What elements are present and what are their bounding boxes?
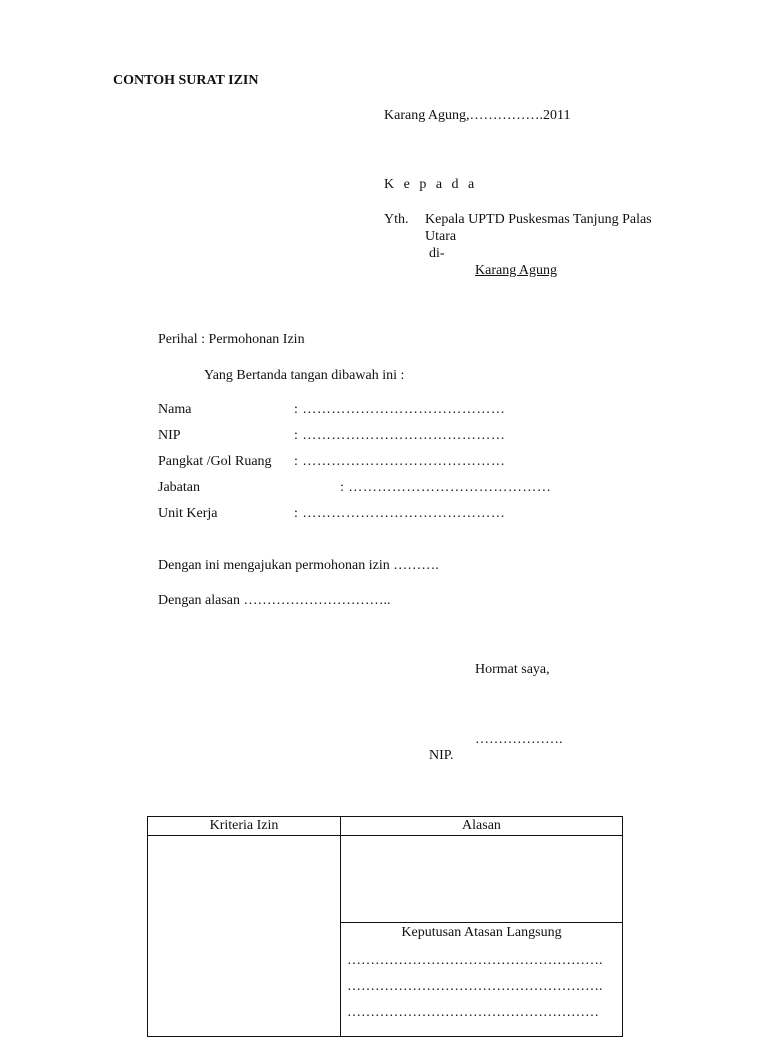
reason-line: Dengan alasan ………………………….. <box>158 593 391 608</box>
decision-cell <box>341 923 623 1037</box>
recipient-di: di- <box>429 246 445 261</box>
field-label-pangkat: Pangkat /Gol Ruang <box>158 454 272 469</box>
field-value-jabatan: : …………………………………… <box>340 480 552 495</box>
header-alasan: Alasan <box>341 817 623 836</box>
kriteria-table <box>147 816 623 1037</box>
kepada-label: K e p a d a <box>384 177 478 192</box>
perihal: Perihal : Permohonan Izin <box>158 332 305 347</box>
field-label-nip: NIP <box>158 428 181 443</box>
decision-title: Keputusan Atasan Langsung <box>401 925 562 940</box>
recipient-line-1: Kepala UPTD Puskesmas Tanjung Palas <box>425 212 652 227</box>
request-line: Dengan ini mengajukan permohonan izin ………. <box>158 558 439 573</box>
field-label-unit-kerja: Unit Kerja <box>158 506 218 521</box>
decision-line: ……………………………………………… <box>347 1005 599 1020</box>
table-header-row <box>148 817 623 836</box>
yth-label: Yth. <box>384 212 409 227</box>
decision-line: ………………………………………………. <box>347 979 603 994</box>
nip-label: NIP. <box>429 748 454 763</box>
signature-line: ………………. <box>475 732 563 747</box>
place-date: Karang Agung,…………….2011 <box>384 108 571 123</box>
recipient-place: Karang Agung <box>475 263 558 278</box>
kriteria-cell <box>148 836 341 1037</box>
decision-line: ………………………………………………. <box>347 953 603 968</box>
field-value-unit-kerja: : …………………………………… <box>294 506 506 521</box>
header-kriteria-izin: Kriteria Izin <box>148 817 341 836</box>
field-value-pangkat: : …………………………………… <box>294 454 506 469</box>
field-value-nip: : …………………………………… <box>294 428 506 443</box>
recipient-line-2: Utara <box>425 229 457 244</box>
alasan-cell <box>341 836 623 923</box>
intro-text: Yang Bertanda tangan dibawah ini : <box>204 368 405 383</box>
table-row <box>148 836 623 923</box>
letter-title: CONTOH SURAT IZIN <box>113 73 259 88</box>
closing-text: Hormat saya, <box>475 662 550 677</box>
field-label-nama: Nama <box>158 402 192 417</box>
field-value-nama: : …………………………………… <box>294 402 506 417</box>
field-label-jabatan: Jabatan <box>158 480 200 495</box>
